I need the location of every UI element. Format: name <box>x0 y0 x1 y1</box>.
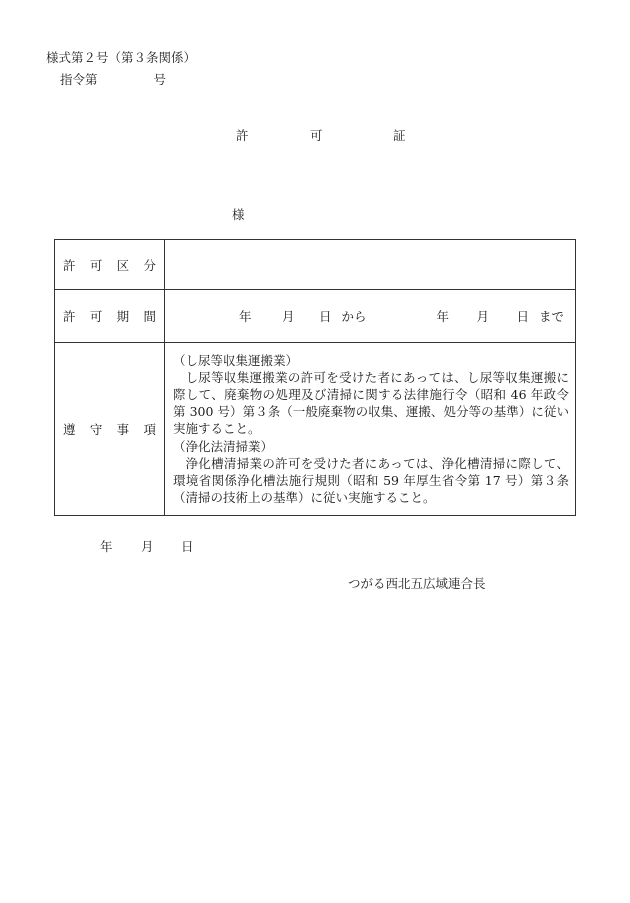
period-to-day: 日 <box>516 309 530 324</box>
period-to-month: 月 <box>476 309 490 324</box>
period-from-day: 日 <box>319 309 332 324</box>
permit-category-value <box>165 240 576 290</box>
title-char-3: 証 <box>393 128 406 143</box>
directive-suffix: 号 <box>153 72 167 87</box>
label-char: 守 <box>89 422 103 437</box>
compliance-label <box>55 343 165 516</box>
directive-number <box>60 70 166 88</box>
section2-heading: （浄化法清掃業） <box>173 438 274 454</box>
label-char: 許 <box>63 257 76 273</box>
section1-body: し尿等収集運搬業の許可を受けた者にあっては、し尿等収集運搬に際して、廃棄物の処理及び清掃に関する法律施行令（昭和 46 年政令第 300 号）第３条（一般廃棄物の収集、運搬、処分等の基準）に従い実施すること。 <box>173 369 569 437</box>
permit-period-label <box>55 290 165 343</box>
permit-table <box>54 239 576 516</box>
permit-period-value <box>165 290 576 343</box>
period-from-month: 月 <box>282 309 295 324</box>
form-number: 様式第２号（第３条関係） <box>46 50 197 65</box>
permit-period-row <box>55 290 576 343</box>
label-char: 事 <box>116 422 130 437</box>
label-char: 可 <box>89 309 103 324</box>
permit-category-label <box>55 240 165 290</box>
label-char: 分 <box>143 257 156 273</box>
document-title <box>236 126 406 144</box>
label-char: 項 <box>143 422 156 437</box>
title-char-2: 可 <box>310 128 323 143</box>
label-char: 遵 <box>63 422 76 437</box>
title-char-1: 許 <box>236 128 249 143</box>
addressee-honorific: 様 <box>232 207 245 222</box>
compliance-value <box>165 343 576 516</box>
label-char: 期 <box>116 309 130 324</box>
section2-body: 浄化槽清掃業の許可を受けた者にあっては、浄化槽清掃に際して、環境省関係浄化槽法施行規則（昭和 59 年厚生省令第 17 号）第３条（清掃の技術上の基準）に従い実施すること。 <box>173 455 569 506</box>
label-char: 可 <box>89 257 103 273</box>
issue-date-month: 月 <box>141 539 154 554</box>
period-from-word: から <box>341 309 367 324</box>
section1-heading: （し尿等収集運搬業） <box>173 352 299 368</box>
period-from-year: 年 <box>239 309 252 324</box>
issuer-name: つがる西北五広域連合長 <box>348 576 486 591</box>
label-char: 許 <box>63 309 76 324</box>
label-char: 間 <box>143 309 156 324</box>
issue-date <box>100 537 194 555</box>
period-to-word: まで <box>539 309 565 324</box>
label-char: 区 <box>116 257 130 273</box>
period-to-year: 年 <box>436 309 450 324</box>
compliance-row <box>55 343 576 516</box>
permit-category-row <box>55 240 576 290</box>
directive-prefix: 指令第 <box>60 72 98 87</box>
issue-date-day: 日 <box>181 539 194 554</box>
issue-date-year: 年 <box>100 539 113 554</box>
